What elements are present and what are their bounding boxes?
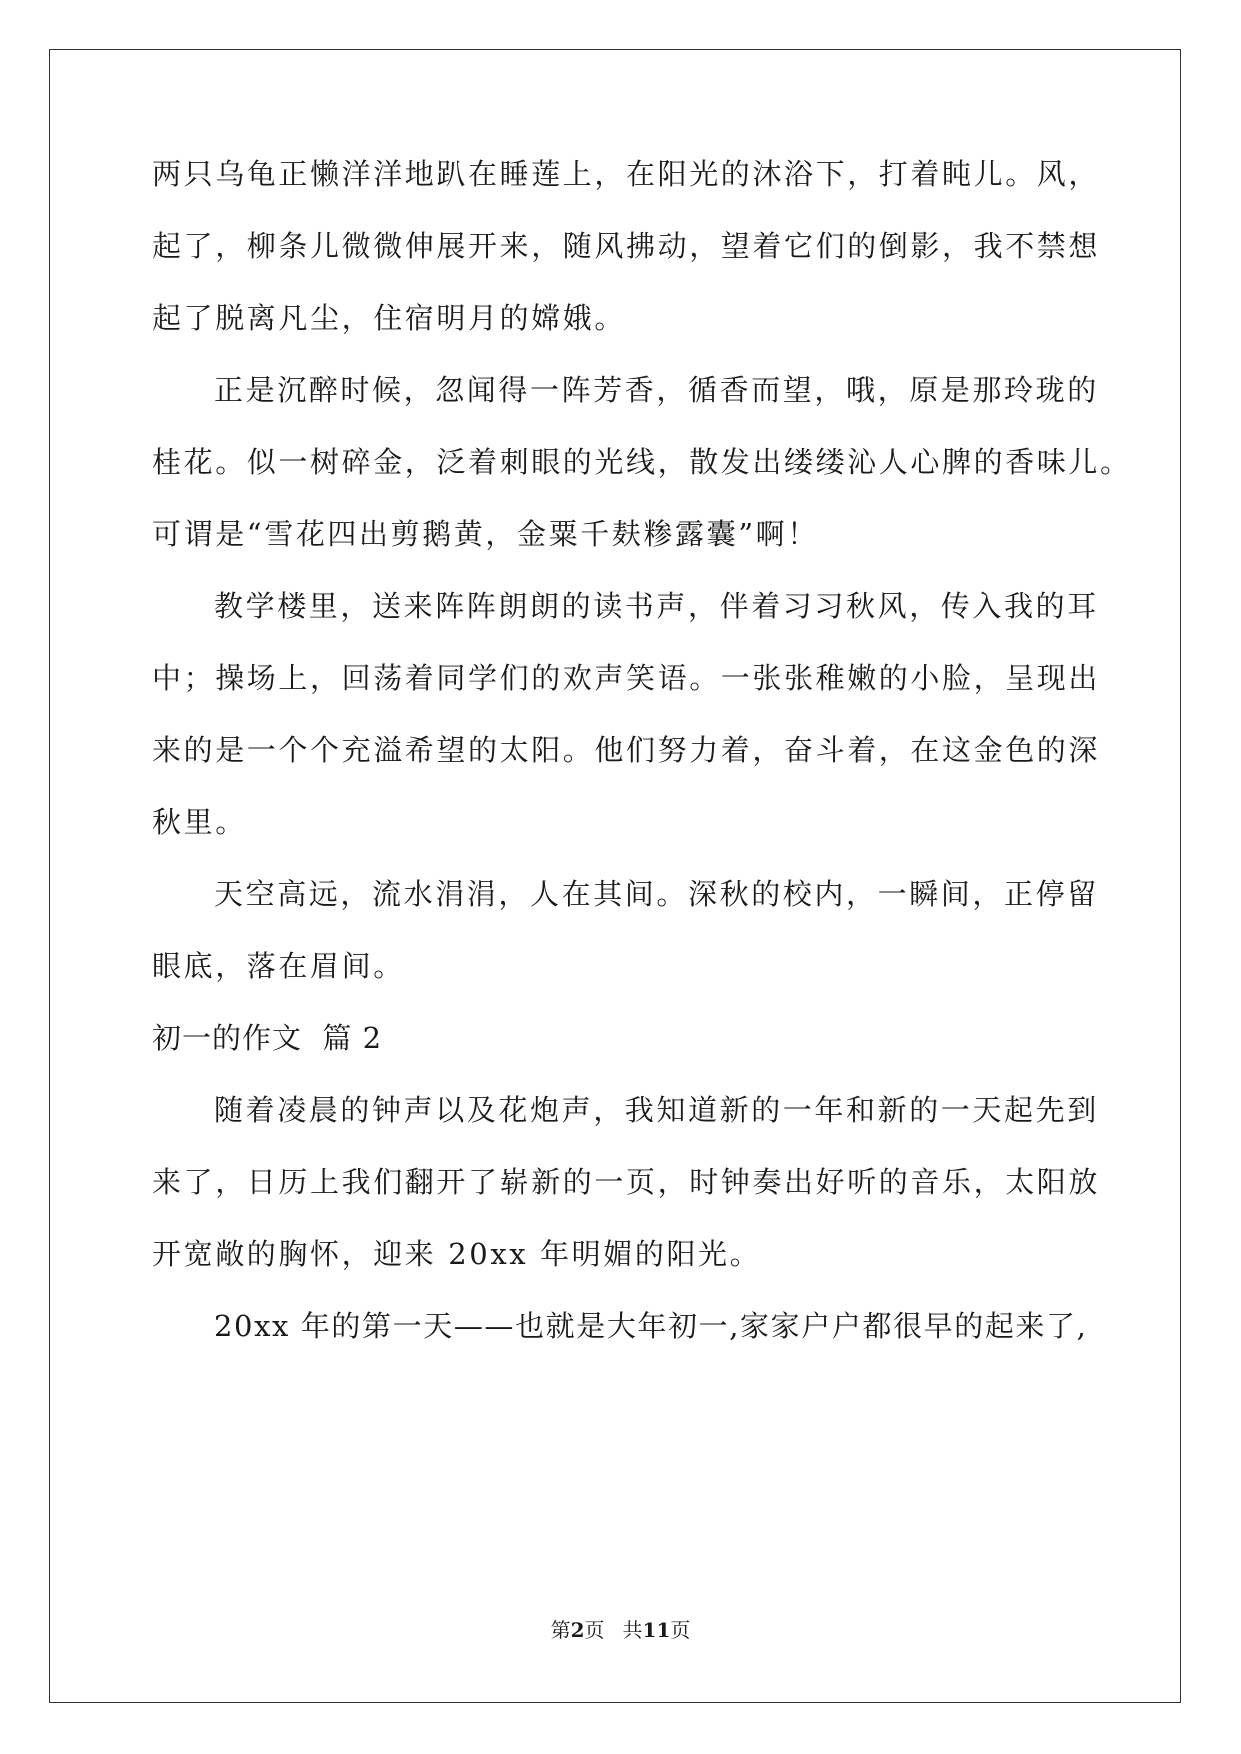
text-line: 来了，日历上我们翻开了崭新的一页，时钟奏出好听的音乐，太阳放 [152,1165,1101,1199]
section-heading: 初一的作文 篇 2 [152,1021,383,1055]
total-prefix: 共 [622,1618,643,1642]
paragraph-first-line: 天空高远，流水涓涓，人在其间。深秋的校内，一瞬间，正停留 [214,877,1099,911]
total-page-number: 11 [642,1618,671,1642]
text-line: 两只乌龟正懒洋洋地趴在睡莲上，在阳光的沐浴下，打着盹儿。风， [152,157,1101,191]
text-line: 眼底，落在眉间。 [152,949,405,983]
page-footer [0,1618,1241,1642]
text-line: 桂花。似一树碎金，泛着刺眼的光线，散发出缕缕沁人心脾的香味儿。 [152,445,1132,479]
paragraph-first-line: 教学楼里，送来阵阵朗朗的读书声，伴着习习秋风，传入我的耳 [214,589,1099,623]
total-suffix: 页 [670,1618,691,1642]
page-mid: 页 [584,1618,605,1642]
text-line: 起了，柳条儿微微伸展开来，随风拂动，望着它们的倒影，我不禁想 [152,229,1101,263]
text-line: 开宽敞的胸怀，迎来 20xx 年明媚的阳光。 [152,1237,762,1271]
paragraph-first-line: 正是沉醉时候，忽闻得一阵芳香，循香而望，哦，原是那玲珑的 [214,373,1099,407]
text-line: 可谓是“雪花四出剪鹅黄，金粟千麸糁露囊”啊！ [152,517,819,551]
paragraph-first-line: 20xx 年的第一天——也就是大年初一,家家户户都很早的起来了, [214,1309,1088,1343]
text-line: 来的是一个个充溢希望的太阳。他们努力着，奋斗着，在这金色的深 [152,733,1101,767]
text-line: 秋里。 [152,805,247,839]
paragraph-first-line: 随着凌晨的钟声以及花炮声，我知道新的一年和新的一天起先到 [214,1093,1099,1127]
page-prefix: 第 [550,1618,571,1642]
current-page-number: 2 [570,1618,585,1642]
text-line: 起了脱离凡尘，住宿明月的嫦娥。 [152,301,627,335]
text-line: 中；操场上，回荡着同学们的欢声笑语。一张张稚嫩的小脸，呈现出 [152,661,1101,695]
